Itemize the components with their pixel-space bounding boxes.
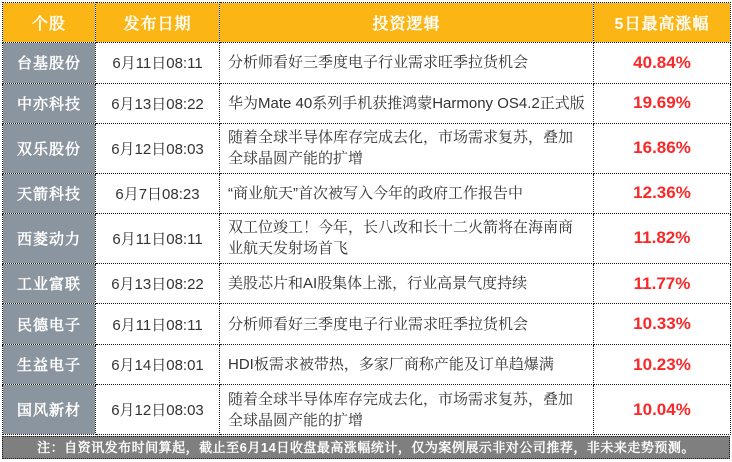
- table-row: [3, 173, 731, 214]
- max-gain-cell: 11.82%: [594, 214, 731, 264]
- table-row: [3, 304, 731, 345]
- publish-date-cell: 6月13日08:22: [96, 263, 220, 304]
- investment-logic-cell: 随着全球半导体库存完成去化，市场需求复苏，叠加全球晶圆产能的扩增: [220, 124, 594, 174]
- publish-date-cell: 6月12日08:03: [96, 124, 220, 174]
- investment-logic-cell: 双工位竣工！今年，长八改和长十二火箭将在海南商业航天发射场首飞: [220, 214, 594, 264]
- publish-date-cell: 6月13日08:22: [96, 83, 220, 124]
- publish-date-cell: 6月14日08:01: [96, 344, 220, 385]
- header-row: [3, 3, 731, 43]
- stock-name-cell: 民德电子: [3, 304, 96, 345]
- investment-logic-cell: HDI板需求被带热，多家厂商称产能及订单趋爆满: [220, 344, 594, 385]
- table-header: [3, 3, 731, 43]
- publish-date-cell: 6月7日08:23: [96, 173, 220, 214]
- max-gain-cell: 10.23%: [594, 344, 731, 385]
- max-gain-cell: 40.84%: [594, 43, 731, 84]
- table-row: [3, 124, 731, 174]
- investment-logic-cell: “商业航天”首次被写入今年的政府工作报告中: [220, 173, 594, 214]
- max-gain-cell: 19.69%: [594, 83, 731, 124]
- table-row: [3, 43, 731, 84]
- investment-logic-cell: 美股芯片和AI股集体上涨，行业高景气度持续: [220, 263, 594, 304]
- max-gain-cell: 10.04%: [594, 385, 731, 435]
- max-gain-cell: 12.36%: [594, 173, 731, 214]
- table-row: [3, 214, 731, 264]
- table-row: [3, 385, 731, 435]
- stock-name-cell: 工业富联: [3, 263, 96, 304]
- stock-name-cell: 双乐股份: [3, 124, 96, 174]
- investment-logic-cell: 华为Mate 40系列手机获推鸿蒙Harmony OS4.2正式版: [220, 83, 594, 124]
- stock-gain-table: [2, 2, 731, 435]
- column-header-logic: 投资逻辑: [220, 3, 594, 43]
- table-row: [3, 83, 731, 124]
- publish-date-cell: 6月11日08:11: [96, 214, 220, 264]
- max-gain-cell: 11.77%: [594, 263, 731, 304]
- column-header-date: 发布日期: [96, 3, 220, 43]
- stock-name-cell: 国风新材: [3, 385, 96, 435]
- disclaimer-note: 注：自资讯发布时间算起，截止至6月14日收盘最高涨幅统计，仅为案例展示非对公司推荐，非未来走势预测。: [2, 436, 730, 459]
- table-body: [3, 43, 731, 435]
- max-gain-cell: 10.33%: [594, 304, 731, 345]
- investment-logic-cell: 分析师看好三季度电子行业需求旺季拉货机会: [220, 304, 594, 345]
- stock-name-cell: 台基股份: [3, 43, 96, 84]
- max-gain-cell: 16.86%: [594, 124, 731, 174]
- stock-name-cell: 天箭科技: [3, 173, 96, 214]
- investment-logic-cell: 随着全球半导体库存完成去化，市场需求复苏，叠加全球晶圆产能的扩增: [220, 385, 594, 435]
- column-header-gain: 5日最高涨幅: [594, 3, 731, 43]
- stock-name-cell: 西菱动力: [3, 214, 96, 264]
- column-header-stock: 个股: [3, 3, 96, 43]
- table-row: [3, 344, 731, 385]
- stock-name-cell: 中亦科技: [3, 83, 96, 124]
- stock-name-cell: 生益电子: [3, 344, 96, 385]
- table-row: [3, 263, 731, 304]
- publish-date-cell: 6月11日08:11: [96, 43, 220, 84]
- publish-date-cell: 6月12日08:03: [96, 385, 220, 435]
- investment-logic-cell: 分析师看好三季度电子行业需求旺季拉货机会: [220, 43, 594, 84]
- publish-date-cell: 6月11日08:11: [96, 304, 220, 345]
